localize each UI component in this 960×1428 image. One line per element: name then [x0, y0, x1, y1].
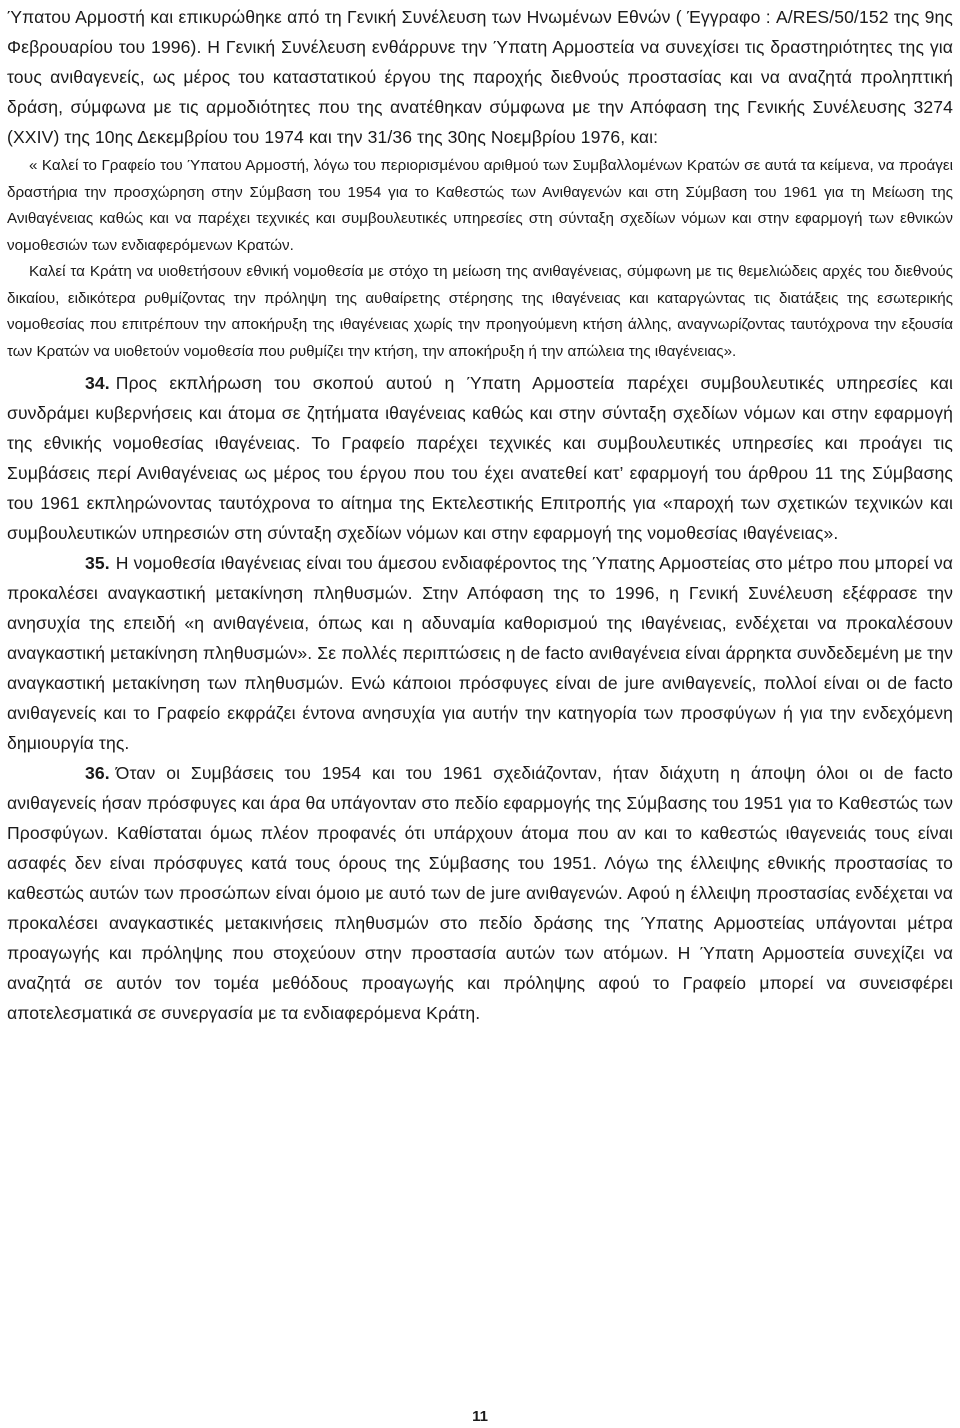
paragraph-35 — [7, 548, 953, 758]
paragraph-text: Προς εκπλήρωση του σκοπού αυτού η Ύπατη Αρμοστεία παρέχει συμβουλευτικές υπηρεσίες και συνδράμει κυβερνήσεις και άτομα σε ζητήματα ιθαγένειας καθώς και στην σύνταξη σχεδίων νόμων και στην εφαρμογή της εθνικής νομοθεσίας ιθαγένειας. Το Γραφείο παρέχει τεχνικές και συμβουλευτικές υπηρεσίες και προάγει τις Συμβάσεις περί Ανιθαγένειας ως μέρος του έργου που του έχει ανατεθεί κατ’ εφαρμογή του άρθρου 11 της Σύμβασης του 1961 εκπληρώνοντας ταυτόχρονα το αίτημα της Εκτελεστικής Επιτροπής για «παροχή των σχετικών τεχνικών και συμβουλευτικών υπηρεσιών στη σύνταξη σχεδίων νόμων και στην εφαρμογή της νομοθεσίας ιθαγένειας». — [7, 373, 953, 543]
quoted-resolution-paragraph-1: « Καλεί το Γραφείο του Ύπατου Αρμοστή, λόγω του περιορισμένου αριθμού των Συμβαλλομένων Κρατών σε αυτά τα κείμενα, να προάγει δραστήρια την προσχώρηση στην Σύμβαση του 1954 για το Καθεστώς των Ανιθαγενών και στη Σύμβαση του 1961 για τη Μείωση της Ανιθαγένειας καθώς και να παρέχει τεχνικές και συμβουλευτικές υπηρεσίες στη σύνταξη σχεδίων νόμων και στην εφαρμογή των εθνικών νομοθεσιών των ενδιαφερόμενων Κρατών. — [7, 157, 953, 254]
quoted-resolution-paragraph-2: Καλεί τα Κράτη να υιοθετήσουν εθνική νομοθεσία με στόχο τη μείωση της ανιθαγένειας, σύμφωνη με τις θεμελιώδεις αρχές του διεθνούς δικαίου, ειδικότερα ρυθμίζοντας την πρόληψη της αυθαίρετης στέρησης της ιθαγένειας και καταργώντας τις διατάξεις της εσωτερικής νομοθεσίας που επιτρέπουν την αποκήρυξη της ιθαγένειας χωρίς την προηγούμενη κτήση άλλης, αναγνωρίζοντας ταυτόχρονα την εξουσία των Κρατών να υιοθετούν νομοθεσία που ρυθμίζει την κτήση, την αποκήρυξη ή την απώλεια της ιθαγένειας». — [7, 263, 953, 360]
paragraph-34 — [7, 368, 953, 548]
document-page — [7, 2, 953, 1028]
paragraph-36 — [7, 758, 953, 1028]
paragraph-number: 34. — [85, 373, 110, 393]
paragraph-text: Η νομοθεσία ιθαγένειας είναι του άμεσου ενδιαφέροντος της Ύπατης Αρμοστείας στο μέτρο που μπορεί να προκαλέσει αναγκαστική μετακίνηση πληθυσμών. Στην Απόφαση της το 1996, η Γενική Συνέλευση εξέφρασε την ανησυχία της επειδή «η ανιθαγένεια, όπως και η αδυναμία καθορισμού της ιθαγένειας, ενδέχεται να προκαλέσουν αναγκαστική μετακίνηση πληθυσμών». Σε πολλές περιπτώσεις η de facto ανιθαγένεια είναι άρρηκτα συνδεδεμένη με την αναγκαστική μετακίνηση των πληθυσμών. Ενώ κάποιοι πρόσφυγες είναι de jure ανιθαγενείς, πολλοί είναι οι de facto ανιθαγενείς και το Γραφείο εκφράζει έντονα ανησυχία για αυτήν την κατηγορία των προσφύγων ή για την ενδεχόμενη δημιουργία της. — [7, 553, 953, 753]
paragraph-text: Όταν οι Συμβάσεις του 1954 και του 1961 σχεδιάζονταν, ήταν διάχυτη η άποψη όλοι οι de facto ανιθαγενείς ήσαν πρόσφυγες και άρα θα υπάγονταν στο πεδίο εφαρμογής της Σύμβασης του 1951 για το Καθεστώς των Προσφύγων. Καθίσταται όμως πλέον προφανές ότι υπάρχουν άτομα που αν και το καθεστώς ιθαγενειάς τους είναι ασαφές δεν είναι πρόσφυγες κατά τους όρους της Σύμβασης του 1951. Λόγω της έλλειψης εθνικής προστασίας το καθεστώς αυτών των προσώπων είναι όμοιο με αυτό των de jure ανιθαγενών. Αφού η έλλειψη προστασίας ενδέχεται να προκαλέσει αναγκαστικές μετακινήσεις πληθυσμών στο πεδίο δράσης της Ύπατης Αρμοστείας υπάγονται μέτρα προαγωγής και πρόληψης που στοχεύουν στην προστασία αυτών των ατόμων. Η Ύπατη Αρμοστεία συνεχίζει να αναζητά σε αυτόν τον τομέα μεθόδους προαγωγής και πρόληψης αφού το Γραφείο μπορεί να συνεισφέρει αποτελεσματικά σε συνεργασία με τα ενδιαφερόμενα Κράτη. — [7, 763, 953, 1023]
opening-paragraph: Ύπατου Αρμοστή και επικυρώθηκε από τη Γενική Συνέλευση των Ηνωμένων Εθνών ( Έγγραφο : A/RES/50/152 της 9ης Φεβρουαρίου του 1996). Η Γενική Συνέλευση ενθάρρυνε την Ύπατη Αρμοστεία να συνεχίσει τις δραστηριότητες της για τους ανιθαγενείς, ως μέρος του καταστατικού έργου της παροχής διεθνούς προστασίας και να αναζητά προληπτική δράση, σύμφωνα με τις αρμοδιότητες που της ανατέθηκαν σύμφωνα με την Απόφαση της Γενικής Συνέλευσης 3274 (XXIV) της 10ης Δεκεμβρίου του 1974 και την 31/36 της 30ης Νοεμβρίου 1976, και: — [7, 7, 953, 147]
paragraph-number: 36. — [85, 763, 110, 783]
page-number: 11 — [472, 1408, 488, 1425]
paragraph-number: 35. — [85, 553, 110, 573]
